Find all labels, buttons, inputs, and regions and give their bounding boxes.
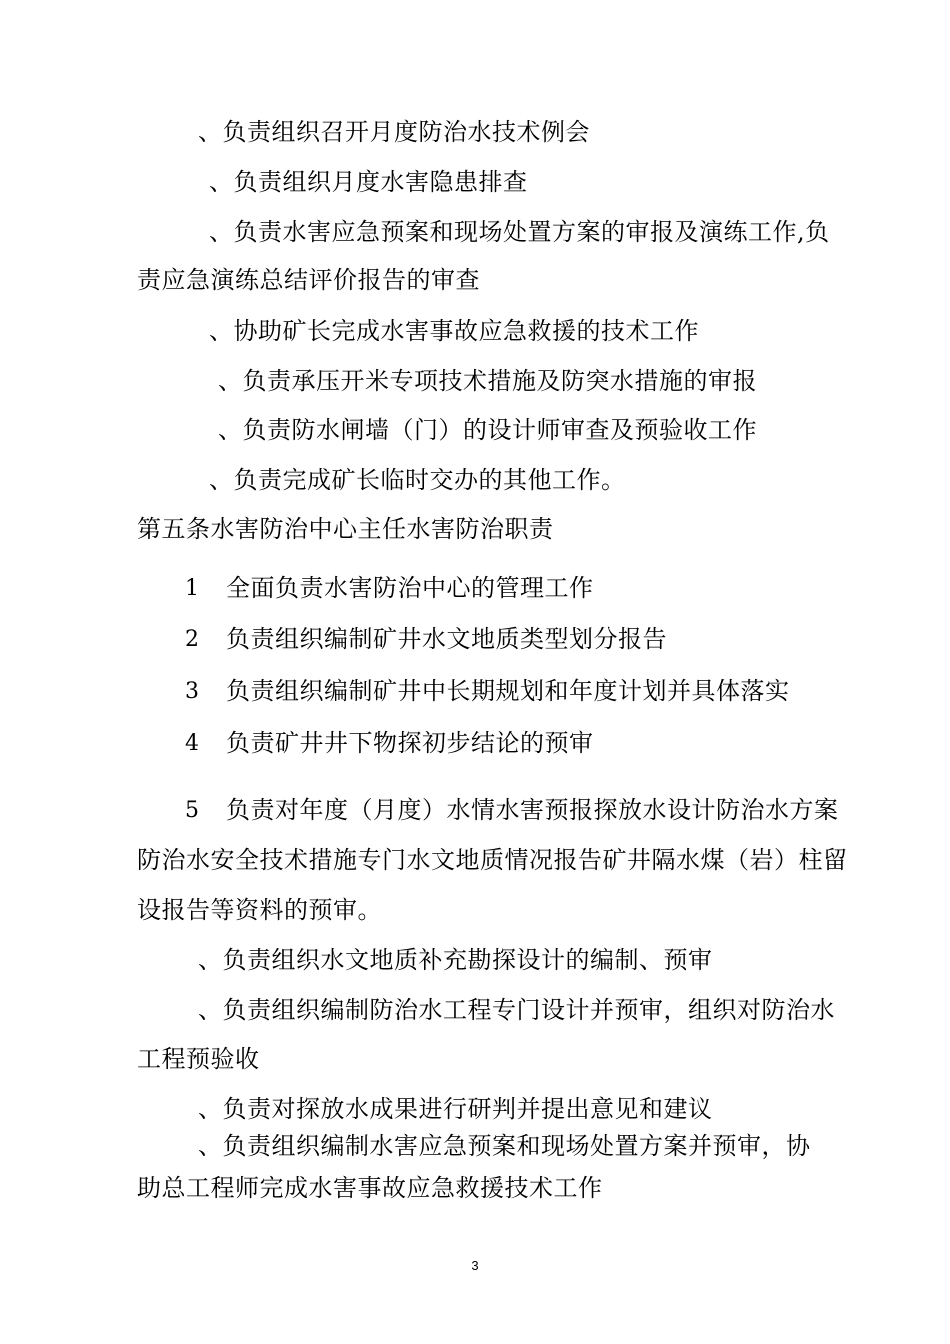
duty-line: 、负责组织编制水害应急预案和现场处置方案并预审，协	[198, 1132, 811, 1160]
duty-line: 、负责组织召开月度防治水技术例会	[198, 118, 590, 146]
duty-line: 、负责组织月度水害隐患排查	[209, 168, 528, 196]
duty-line-continuation: 助总工程师完成水害事故应急救援技术工作	[137, 1174, 603, 1202]
duty-line: 、负责完成矿长临时交办的其他工作。	[209, 466, 626, 494]
duty-line-continuation: 工程预验收	[137, 1045, 260, 1073]
duty-item: 负责组织编制矿井中长期规划和年度计划并具体落实	[226, 677, 790, 705]
item-number: 1	[185, 576, 199, 601]
duty-item-continuation: 设报告等资料的预审。	[137, 896, 382, 924]
item-number: 5	[185, 798, 199, 823]
page-number: 3	[471, 1258, 479, 1273]
duty-line: 、负责对探放水成果进行研判并提出意见和建议	[198, 1095, 713, 1123]
duty-item: 负责矿井井下物探初步结论的预审	[226, 729, 594, 757]
duty-line: 、负责组织编制防治水工程专门设计并预审，组织对防治水	[198, 996, 835, 1024]
duty-line-continuation: 责应急演练总结评价报告的审查	[137, 266, 480, 294]
duty-line: 、负责防水闸墙（门）的设计师审查及预验收工作	[218, 416, 757, 444]
item-number: 2	[185, 627, 199, 652]
duty-item: 负责对年度（月度）水情水害预报探放水设计防治水方案	[226, 796, 839, 824]
duty-line: 、协助矿长完成水害事故应急救援的技术工作	[209, 317, 699, 345]
item-number: 3	[185, 679, 199, 704]
duty-item: 负责组织编制矿井水文地质类型划分报告	[226, 625, 667, 653]
item-number: 4	[185, 731, 199, 756]
duty-line: 、负责组织水文地质补充勘探设计的编制、预审	[198, 946, 713, 974]
duty-item-continuation: 防治水安全技术措施专门水文地质情况报告矿井隔水煤（岩）柱留	[137, 846, 848, 874]
duty-line: 、负责承压开米专项技术措施及防突水措施的审报	[218, 367, 757, 395]
section-heading: 第五条水害防治中心主任水害防治职责	[137, 515, 554, 543]
duty-line: 、负责水害应急预案和现场处置方案的审报及演练工作,负	[209, 218, 830, 246]
duty-item: 全面负责水害防治中心的管理工作	[226, 574, 594, 602]
